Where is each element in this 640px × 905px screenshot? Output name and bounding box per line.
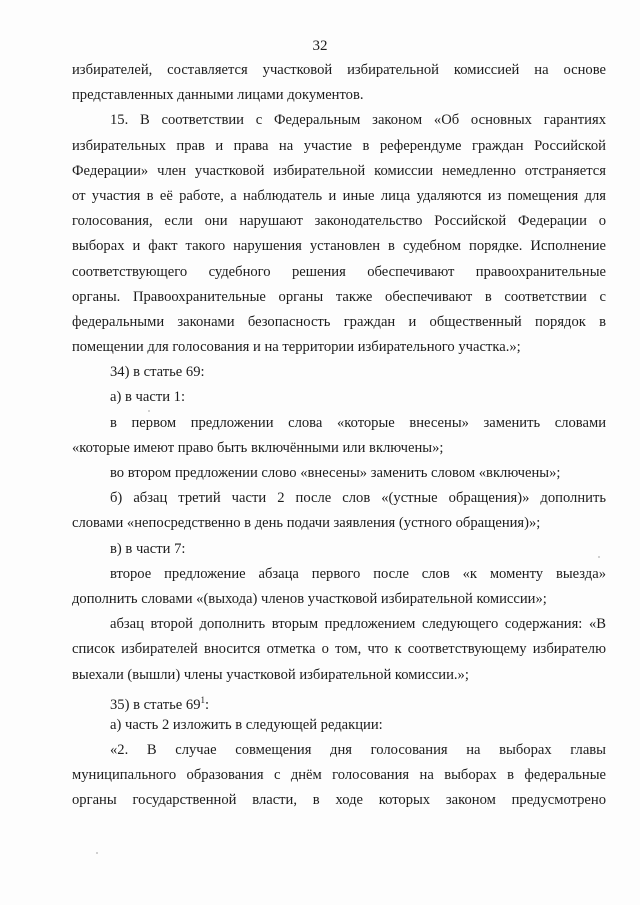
text-line-content: второе предложение абзаца первого после слов «к моменту выезда» [110,565,606,582]
scan-speck [96,852,98,854]
text-line-content: соответствующего судебного решения обеспечивают правоохранительные [72,263,606,280]
text-line [72,385,606,410]
text-line-content: в) в части 7: [110,540,186,557]
text-line [72,612,606,637]
text-line [72,234,606,259]
text-line [72,134,606,159]
text-line [72,184,606,209]
text-line-content: 35) в статье 69 [110,696,201,713]
text-line-content: в первом предложении слова «которые внесены» заменить словами [110,414,606,431]
text-line-content: представленных данными лицами документов. [72,87,364,104]
text-line [72,788,606,813]
text-line-content: помещении для голосования и на территории избирательного участка.»; [72,339,521,356]
text-line-content: избирательных прав и права на участие в референдуме граждан Российской [72,137,606,154]
scan-speck [148,410,150,412]
text-line [72,562,606,587]
text-line-content: выборах и факт такого нарушения установлен в судебном порядке. Исполнение [72,238,606,255]
text-line [72,310,606,335]
text-line-content: а) в части 1: [110,389,186,406]
text-line-content: Федерации» член участковой избирательной комиссии немедленно отстраняется [72,162,606,179]
scan-speck [598,556,600,558]
text-line [72,688,606,713]
document-body [72,58,606,814]
text-line-content: список избирателей вносится отметка о том, что к соответствующему избирателю [72,641,606,658]
text-line-content: 15. В соответствии с Федеральным законом «Об основных гарантиях [110,112,606,129]
text-line [72,461,606,486]
text-line-content: «которые имеют право быть включёнными или включены»; [72,439,444,456]
text-line-content: абзац второй дополнить вторым предложением следующего содержания: «В [110,616,606,633]
text-line-content: а) часть 2 изложить в следующей редакции: [110,716,383,733]
text-line [72,663,606,688]
text-line [72,637,606,662]
text-line [72,58,606,83]
text-line-content: б) абзац третий части 2 после слов «(устные обращения)» дополнить [110,490,606,507]
text-line-content: 34) в статье 69: [110,364,205,381]
text-line [72,486,606,511]
text-line-content: голосования, если они нарушают законодательство Российской Федерации о [72,213,606,230]
text-line [72,83,606,108]
text-line [72,537,606,562]
text-line [72,159,606,184]
text-line-content: словами «непосредственно в день подачи заявления (устного обращения)»; [72,515,541,532]
text-line [72,436,606,461]
text-line [72,738,606,763]
text-line [72,763,606,788]
text-line-content: от участия в её работе, а наблюдатель и иные лица удаляются из помещения для [72,187,606,204]
text-line [72,285,606,310]
text-line-content: федеральными законами безопасность граждан и общественный порядок в [72,313,606,330]
text-line-content: во втором предложении слово «внесены» заменить словом «включены»; [110,465,561,481]
text-line [72,335,606,360]
text-line [72,209,606,234]
text-line-content: органы государственной власти, в ходе которых законом предусмотрено [72,792,606,809]
text-line-tail: : [205,696,210,713]
text-line [72,713,606,738]
text-line-content: «2. В случае совмещения дня голосования на выборах главы [110,742,606,759]
text-line [72,108,606,133]
text-line-content: органы. Правоохранительные органы также обеспечивают в соответствии с [72,288,606,305]
text-line [72,360,606,385]
text-line [72,511,606,536]
text-line [72,260,606,285]
text-line-content: избирателей, составляется участковой избирательной комиссией на основе [72,62,606,78]
text-line-content: муниципального образования с днём голосования на выборах в федеральные [72,767,606,784]
page-number: 32 [312,38,328,54]
text-line [72,587,606,612]
text-line-content: дополнить словами «(выхода) членов участковой избирательной комиссии»; [72,590,547,607]
superscript: 1 [200,694,206,705]
text-line [72,411,606,436]
text-line-content: выехали (вышли) члены участковой избирательной комиссии.»; [72,666,469,683]
